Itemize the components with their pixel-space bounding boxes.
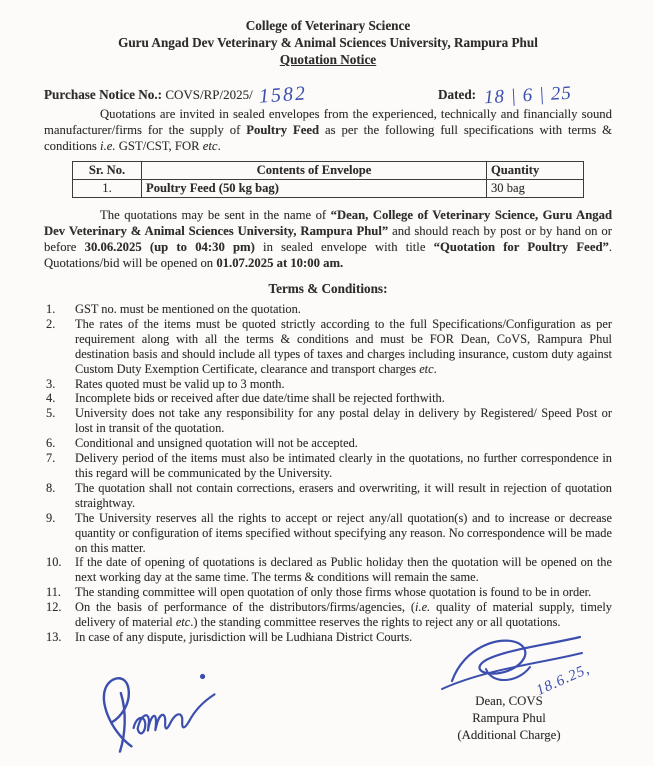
term-number: 10. <box>46 555 62 570</box>
handwritten-signature-date: 18.6.25, <box>534 661 593 699</box>
term-number: 4. <box>46 391 56 406</box>
term-number: 8. <box>46 480 56 495</box>
purchase-notice-ref: COVS/RP/2025/ <box>162 87 253 102</box>
term-text: Incomplete bids or received after due date/time shall be rejected forthwith. <box>75 391 445 406</box>
dated-field <box>437 82 573 109</box>
signatory-title: Dean, COVS <box>475 693 543 708</box>
term-text: University does not take any responsibility for any postal delay in delivery by Registered/ Speed Post or lost in transit of the quotation. <box>75 406 612 436</box>
term-text: If the date of opening of quotations is declared as Public holiday then the quotation will be opened on the next working day at the same time. The terms & conditions will remain the same. <box>75 555 612 585</box>
term-number: 9. <box>46 510 56 525</box>
cell-quantity: 30 bag <box>487 180 584 198</box>
term-item <box>46 302 612 317</box>
submission-paragraph: The quotations may be sent in the name of “Dean, College of Veterinary Science, Guru Angad Dev Veterinary & Animal Sciences University, Rampura Phul” and should reach by post or by hand on or before 30.06.2025 (up to 04:30 pm) in sealed envelope with title “Quotation for Poultry Feed”. Quotations/bid will be opened on 01.07.2025 at 10:00 am. <box>44 208 613 270</box>
term-number: 3. <box>46 376 56 391</box>
dated-label: Dated: <box>437 87 477 102</box>
signature-left-pallavi <box>89 656 233 766</box>
term-text: The standing committee will open quotation of only those firms whose quotation is found to be in order. <box>75 585 592 600</box>
term-item <box>46 555 612 585</box>
term-item <box>46 391 612 406</box>
table-row <box>73 180 584 198</box>
term-number: 5. <box>46 406 56 421</box>
signatory-place: Rampura Phul <box>472 710 546 725</box>
term-number: 13. <box>46 629 62 644</box>
term-item <box>46 436 612 451</box>
term-text: Conditional and unsigned quotation will not be accepted. <box>75 436 358 451</box>
purchase-notice-number <box>44 82 308 108</box>
term-number: 1. <box>46 302 56 316</box>
signature-block-right <box>434 631 593 744</box>
college-name: College of Veterinary Science <box>245 18 411 33</box>
column-header-contents: Contents of Envelope <box>142 162 487 180</box>
term-text: On the basis of performance of the distributors/firms/agencies, (i.e. quality of material supply, timely delivery of material etc.) the standing committee reserves the rights to reject any or all quotations. <box>75 600 613 630</box>
term-item <box>46 585 612 600</box>
term-item <box>46 511 612 556</box>
term-number: 2. <box>46 316 56 331</box>
term-text: In case of any dispute, jurisdiction will be Ludhiana District Courts. <box>75 629 413 644</box>
pallavi-signature-icon <box>89 656 233 762</box>
term-item <box>46 377 612 392</box>
document-header <box>44 18 612 68</box>
university-name: Guru Angad Dev Veterinary & Animal Sciences University, Rampura Phul <box>118 34 538 50</box>
term-item <box>46 406 612 436</box>
term-text: Delivery period of the items must also be intimated clearly in the quotations, no further correspondence in this regard will be communicated by the University. <box>75 451 612 480</box>
term-number: 12. <box>46 600 62 615</box>
term-item <box>46 317 612 377</box>
cell-contents: Poultry Feed (50 kg bag) <box>142 180 487 198</box>
table-header-row <box>73 162 584 180</box>
notice-number-row <box>44 82 612 109</box>
term-number: 11. <box>46 585 62 600</box>
document-title: Quotation Notice <box>279 52 377 67</box>
term-text: The quotation shall not contain corrections, erasers and overwriting, it will result in rejection of quotation straightway. <box>75 480 612 510</box>
column-header-sr-no: Sr. No. <box>73 162 142 180</box>
intro-paragraph: Quotations are invited in sealed envelopes from the experienced, technically and financially sound manufacturer/firms for the supply of Poultry Feed as per the following full specifications with terms & conditions i.e. GST/CST, FOR etc. <box>44 107 612 153</box>
term-number: 6. <box>46 436 56 451</box>
cell-sr-no: 1. <box>73 180 142 198</box>
dean-signature <box>434 631 593 699</box>
signatory-charge: (Additional Charge) <box>457 727 561 742</box>
term-text: Rates quoted must be valid up to 3 month. <box>75 376 285 391</box>
term-item <box>46 451 612 481</box>
envelope-contents-table <box>72 161 584 198</box>
term-text: The University reserves all the rights to accept or reject any/all quotation(s) and to increase or decrease quantity or configuration of items specified without specifying any reason. No correspondence will be made on this matter. <box>75 510 612 555</box>
term-text: The rates of the items must be quoted strictly according to the full Specifications/Configuration as per requirement along with all the terms & conditions and must be FOR Dean, CoVS, Rampura Phul destination basis and should include all types of taxes and charges including insurance, custom duty against Custom Duty Exemption Certificate, clearance and transport charges etc. <box>75 316 612 376</box>
column-header-quantity: Quantity <box>487 162 584 180</box>
purchase-notice-label: Purchase Notice No.: <box>44 87 163 102</box>
signature-area <box>44 649 612 766</box>
terms-heading: Terms & Conditions: <box>268 281 388 296</box>
term-item <box>46 600 612 630</box>
term-number: 7. <box>46 451 56 466</box>
terms-list <box>44 302 612 645</box>
handwritten-date: 18 | 6 | 25 <box>483 82 573 109</box>
term-item <box>46 481 612 511</box>
handwritten-notice-number: 1582 <box>257 82 308 108</box>
term-text: GST no. must be mentioned on the quotation. <box>75 302 301 316</box>
